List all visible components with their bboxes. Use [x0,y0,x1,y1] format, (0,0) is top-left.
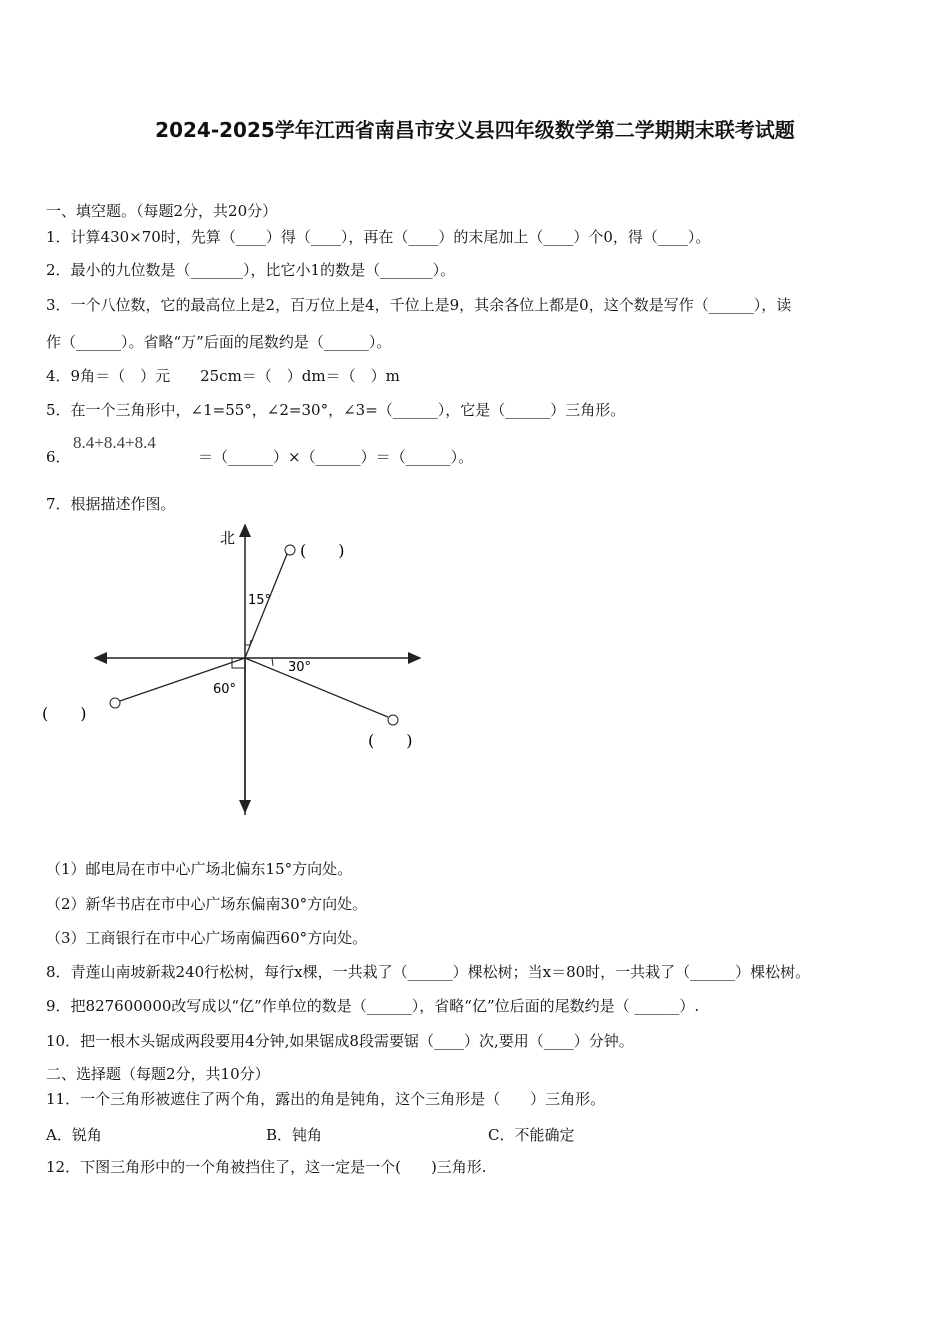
blank-se: ( ) [368,731,413,750]
question-4: 4．9角＝（ ）元 25cm＝（ ）dm＝（ ）m [46,367,400,385]
north-label: 北 [220,529,236,547]
se-ray [245,658,388,717]
question-9: 9．把827600000改写成以“亿”作单位的数是（______），省略“亿”位后面的尾数约是（ ______）. [46,997,700,1015]
question-12: 12．下图三角形中的一个角被挡住了，这一定是一个( )三角形. [46,1158,487,1176]
angle-15-label: 15° [248,593,272,608]
question-11: 11．一个三角形被遮住了两个角，露出的角是钝角，这个三角形是（ ）三角形。 [46,1090,606,1108]
angle-30-label: 30° [288,660,312,675]
angle-60-label: 60° [213,682,237,697]
question-7: 7．根据描述作图。 [46,495,176,513]
option-a: A．锐角 [46,1126,102,1144]
question-7-3: （3）工商银行在市中心广场南偏西60°方向处。 [46,929,368,947]
blank-ne: ( ) [300,541,345,560]
question-5: 5．在一个三角形中，∠1=55°，∠2=30°，∠3=（______），它是（______）三角形。 [46,401,626,419]
question-6: 6． ＝（______）×（______）＝（______）。 [46,448,474,466]
page-title: 2024-2025学年江西省南昌市安义县四年级数学第二学期期末联考试题 [155,118,795,142]
option-c: C．不能确定 [488,1126,575,1144]
question-3-cont: 作（______）。省略“万”后面的尾数约是（______）。 [46,333,392,351]
question-3: 3．一个八位数，它的最高位上是2，百万位上是4，千位上是9，其余各位上都是0，这个数是写作（______），读 [46,296,792,314]
question-7-2: （2）新华书店在市中心广场东偏南30°方向处。 [46,895,368,913]
option-b: B．钝角 [266,1126,323,1144]
bookstore-point [388,715,398,725]
question-10: 10．把一根木头锯成两段要用4分钟,如果锯成8段需要锯（____）次,要用（____）分钟。 [46,1032,634,1050]
bank-point [110,698,120,708]
fraction-numerator: 8.4+8.4+8.4 [73,433,156,452]
question-2: 2．最小的九位数是（_______），比它小1的数是（_______）。 [46,261,456,279]
direction-diagram [40,515,460,825]
question-8: 8．青莲山南坡新栽240行松树，每行x棵，一共栽了（______）棵松树；当x＝80时，一共栽了（______）棵松树。 [46,963,811,981]
section-heading: 二、选择题（每题2分，共10分） [46,1065,270,1083]
question-7-1: （1）邮电局在市中心广场北偏东15°方向处。 [46,860,353,878]
section-heading: 一、填空题。（每题2分，共20分） [46,202,278,220]
blank-sw: ( ) [42,704,87,723]
post-office-point [285,545,295,555]
question-1: 1．计算430×70时，先算（____）得（____），再在（____）的末尾加上（____）个0，得（____）。 [46,228,711,246]
